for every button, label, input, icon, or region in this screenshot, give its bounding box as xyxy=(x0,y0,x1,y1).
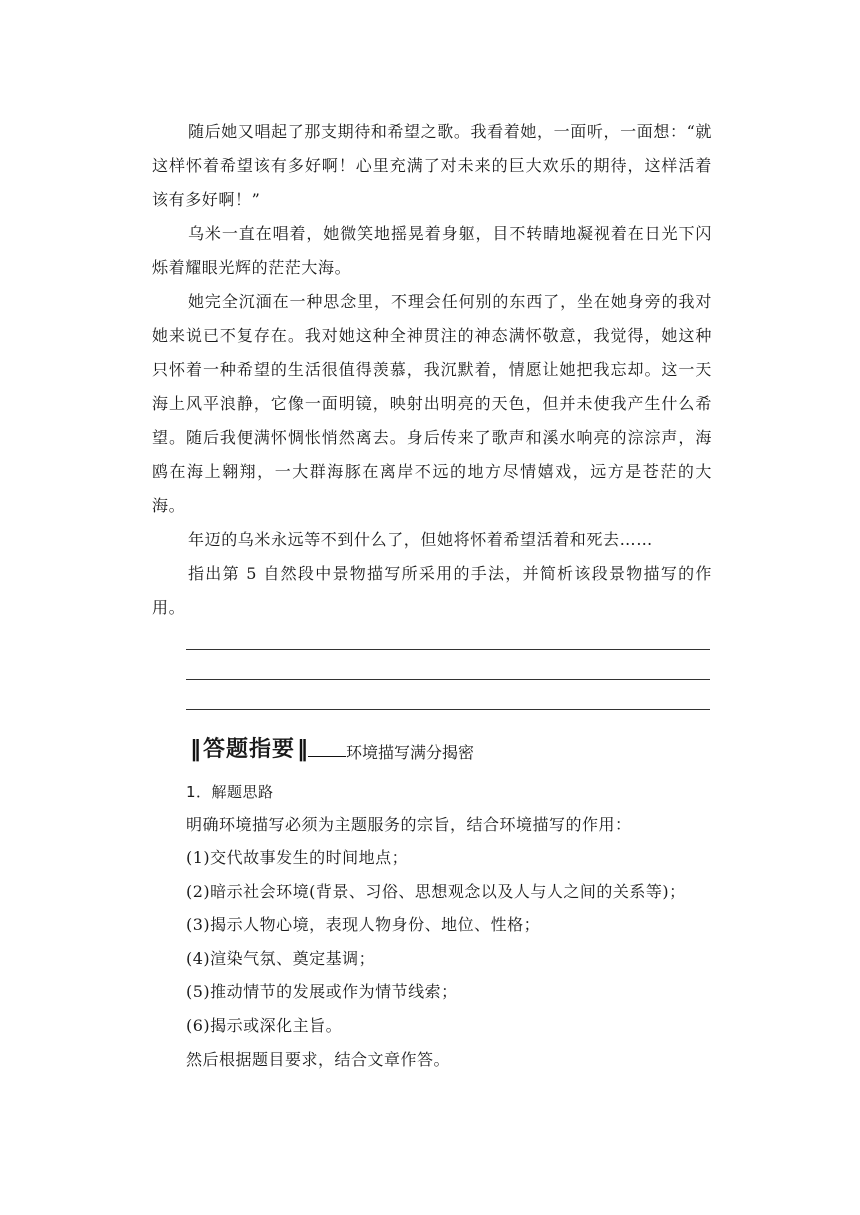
solution-item-1: (1)交代故事发生的时间地点； xyxy=(186,848,409,867)
answer-line-1[interactable] xyxy=(186,649,710,650)
solution-intro: 明确环境描写必须为主题服务的宗旨，结合环境描写的作用： xyxy=(186,815,632,834)
solution-item-6: (6)揭示或深化主旨。 xyxy=(186,1016,343,1035)
solution-heading: 1．解题思路 xyxy=(186,783,274,801)
passage-paragraph-2: 乌米一直在唱着，她微笑地摇晃着身躯，目不转睛地凝视着在日光下闪烁着耀眼光辉的茫茫大海。 xyxy=(152,224,712,277)
solution-item-2: (2)暗示社会环境(背景、习俗、思想观念以及人与人之间的关系等)； xyxy=(186,882,686,901)
answer-line-2[interactable] xyxy=(186,679,710,680)
solution-item-4: (4)渲染气氛、奠定基调； xyxy=(186,949,376,968)
solution-item-3: (3)揭示人物心境，表现人物身份、地位、性格； xyxy=(186,915,541,934)
heading-bar-right: ‖ xyxy=(297,737,309,762)
heading-dash xyxy=(308,756,346,757)
heading-bar-left: ‖ xyxy=(190,737,201,762)
passage-paragraph-3: 她完全沉湎在一种思念里，不理会任何别的东西了，坐在她身旁的我对她来说已不复存在。我对她这种全神贯注的神态满怀敬意，我觉得，她这种只怀着一种希望的生活很值得羡慕，我沉默着，情愿让她把我忘却。这一天海上风平浪静，它像一面明镜，映射出明亮的天色，但并未使我产生什么希望。随后我便满怀惆怅悄然离去。身后传来了歌声和溪水响亮的淙淙声，海鸥在海上翱翔，一大群海豚在离岸不远的地方尽情嬉戏，远方是苍茫的大海。 xyxy=(152,292,712,515)
section-title: 答题指要 xyxy=(203,737,296,762)
answer-line-3[interactable] xyxy=(186,709,710,710)
solution-item-5: (5)推动情节的发展或作为情节线索； xyxy=(186,982,458,1001)
passage-paragraph-4: 年迈的乌米永远等不到什么了，但她将怀着希望活着和死去…… xyxy=(188,530,653,549)
passage-paragraph-1: 随后她又唱起了那支期待和希望之歌。我看着她，一面听，一面想：“就这样怀着希望该有多好啊！心里充满了对未来的巨大欢乐的期待，这样活着该有多好啊！” xyxy=(152,122,712,209)
solution-closing: 然后根据题目要求，结合文章作答。 xyxy=(186,1050,451,1069)
question-text: 指出第 5 自然段中景物描写所采用的手法，并简析该段景物描写的作用。 xyxy=(152,564,712,617)
section-subtitle: 环境描写满分揭密 xyxy=(346,743,475,762)
section-heading xyxy=(190,725,474,765)
